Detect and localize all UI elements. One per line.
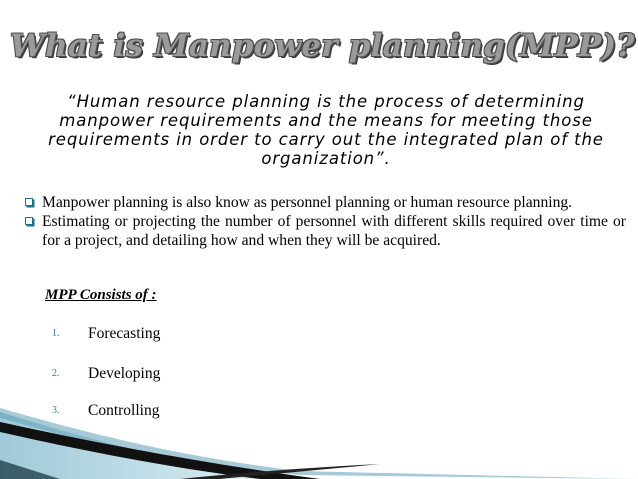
bullet-item bbox=[22, 193, 626, 212]
step-number: 2. bbox=[52, 368, 60, 379]
quote-line: manpower requirements and the means for meeting those bbox=[59, 111, 593, 130]
definition-quote bbox=[36, 92, 616, 168]
step-number: 3. bbox=[52, 405, 60, 416]
slide-title: What is Manpower planning(MPP)? bbox=[10, 28, 635, 64]
step-item bbox=[0, 325, 240, 347]
step-item bbox=[0, 365, 240, 387]
bullet-item bbox=[22, 212, 626, 250]
step-label: Developing bbox=[88, 365, 161, 382]
bullet-text: Estimating or projecting the number of personnel with different skills required over time or for a project, and detailing how and when they will be acquired. bbox=[42, 213, 626, 249]
quote-line: organization”. bbox=[261, 149, 391, 168]
quote-line: “Human resource planning is the process of determining bbox=[67, 92, 585, 111]
step-number: 1. bbox=[52, 328, 60, 339]
square-bullet-icon bbox=[25, 217, 33, 225]
step-label: Controlling bbox=[88, 402, 160, 419]
bullet-list bbox=[22, 193, 626, 250]
square-bullet-icon bbox=[25, 198, 33, 206]
step-label: Forecasting bbox=[88, 325, 161, 342]
decorative-wave bbox=[0, 400, 638, 479]
bullet-text: Manpower planning is also know as personnel planning or human resource planning. bbox=[42, 194, 573, 211]
consists-heading: MPP Consists of : bbox=[45, 287, 157, 303]
quote-line: requirements in order to carry out the integrated plan of the bbox=[48, 130, 604, 149]
